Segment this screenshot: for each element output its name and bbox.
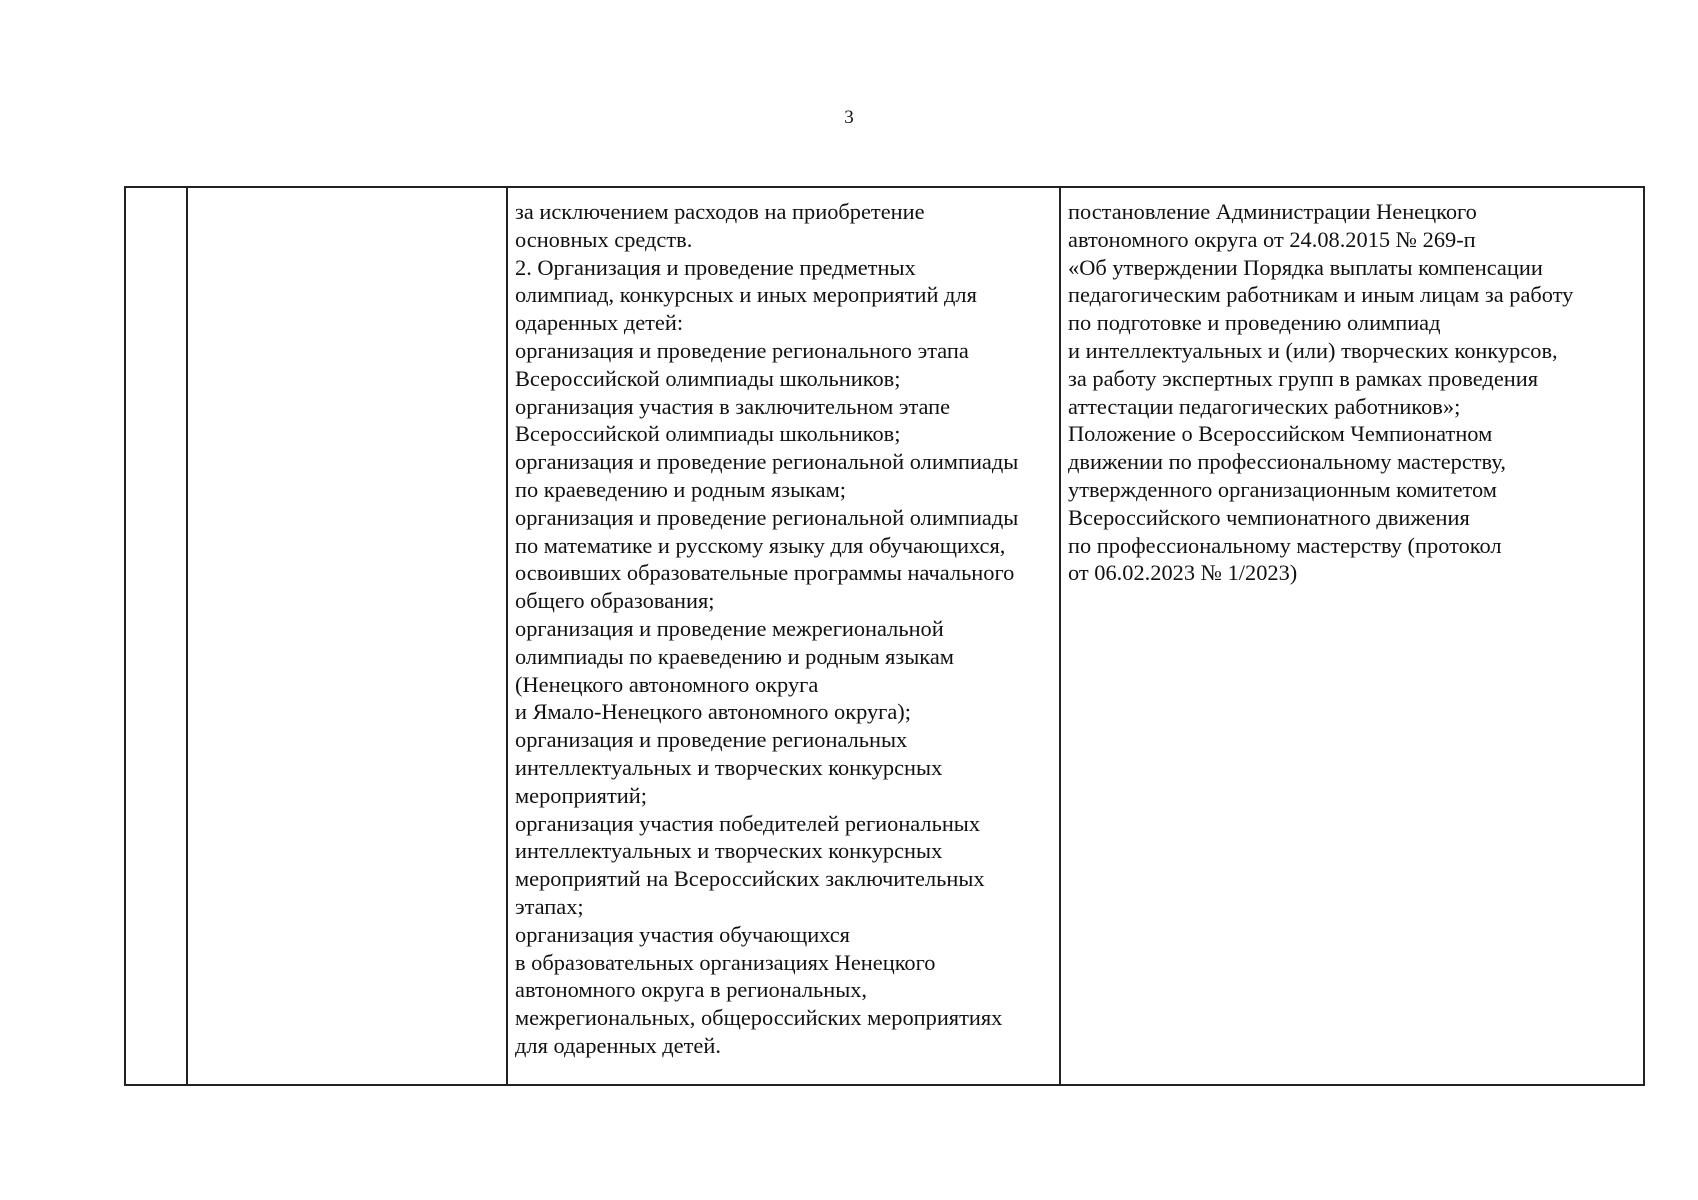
text-line: основных средств.	[515, 226, 693, 252]
text-line: мероприятий;	[515, 782, 647, 808]
text-line: мероприятий на Всероссийских заключительных	[515, 866, 985, 892]
text-line: аттестации педагогических работников»;	[1068, 393, 1461, 419]
text-line: общего образования;	[515, 588, 715, 614]
text-line: автономного округа от 24.08.2015 № 269-п	[1068, 226, 1476, 252]
text-line: для одаренных детей.	[515, 1032, 721, 1058]
text-line: Всероссийской олимпиады школьников;	[515, 421, 901, 447]
text-line: организация и проведение региональных	[515, 727, 908, 753]
text-line: Всероссийского чемпионатного движения	[1068, 504, 1470, 530]
text-line: интеллектуальных и творческих конкурсных	[515, 838, 943, 864]
text-line: этапах;	[515, 893, 584, 919]
text-line: и Ямало-Ненецкого автономного округа);	[515, 699, 911, 725]
text-line: 2. Организация и проведение предметных	[515, 254, 916, 280]
text-line: олимпиады по краеведению и родным языкам	[515, 643, 954, 669]
text-line: педагогическим работникам и иным лицам за работу	[1068, 282, 1574, 308]
table-cell-legal-basis	[1060, 187, 1644, 1085]
text-line: по краеведению и родным языкам;	[515, 476, 846, 502]
text-line: межрегиональных, общероссийских мероприятиях	[515, 1005, 1003, 1031]
text-line: Положение о Всероссийском Чемпионатном	[1068, 421, 1493, 447]
text-line: организация участия в заключительном этапе	[515, 393, 951, 419]
table-row	[125, 187, 1644, 1085]
text-line: освоивших образовательные программы начального	[515, 560, 1015, 586]
text-line: организация и проведение региональной олимпиады	[515, 449, 1019, 475]
text-line: утвержденного организационным комитетом	[1068, 476, 1497, 502]
table-cell-number	[125, 187, 187, 1085]
text-line: одаренных детей:	[515, 310, 684, 336]
text-line: за работу экспертных групп в рамках проведения	[1068, 365, 1539, 391]
text-line: по профессиональному мастерству (протокол	[1068, 532, 1502, 558]
text-line: организация и проведение регионального этапа	[515, 337, 969, 363]
text-line: постановление Администрации Ненецкого	[1068, 199, 1477, 224]
text-line: организация и проведение межрегиональной	[515, 615, 944, 641]
text-line: организация и проведение региональной олимпиады	[515, 504, 1019, 530]
text-line: организация участия победителей региональных	[515, 810, 981, 836]
text-line: от 06.02.2023 № 1/2023)	[1068, 560, 1298, 586]
text-line: за исключением расходов на приобретение	[515, 199, 925, 224]
text-line: автономного округа в региональных,	[515, 977, 868, 1003]
text-line: по подготовке и проведению олимпиад	[1068, 310, 1441, 336]
table-cell-activities	[507, 187, 1060, 1085]
page-number: 3	[844, 107, 854, 128]
text-line: организация участия обучающихся	[515, 921, 850, 947]
text-line: и интеллектуальных и (или) творческих конкурсов,	[1068, 337, 1558, 363]
text-line: Всероссийской олимпиады школьников;	[515, 365, 901, 391]
document-table	[124, 186, 1645, 1086]
text-line: интеллектуальных и творческих конкурсных	[515, 754, 943, 780]
text-line: в образовательных организациях Ненецкого	[515, 949, 936, 975]
text-line: олимпиад, конкурсных и иных мероприятий для	[515, 282, 977, 308]
table-cell-name	[187, 187, 507, 1085]
text-line: по математике и русскому языку для обучающихся,	[515, 532, 1006, 558]
text-line: (Ненецкого автономного округа	[515, 671, 819, 697]
text-line: движении по профессиональному мастерству,	[1068, 449, 1506, 475]
text-line: «Об утверждении Порядка выплаты компенсации	[1068, 254, 1543, 280]
